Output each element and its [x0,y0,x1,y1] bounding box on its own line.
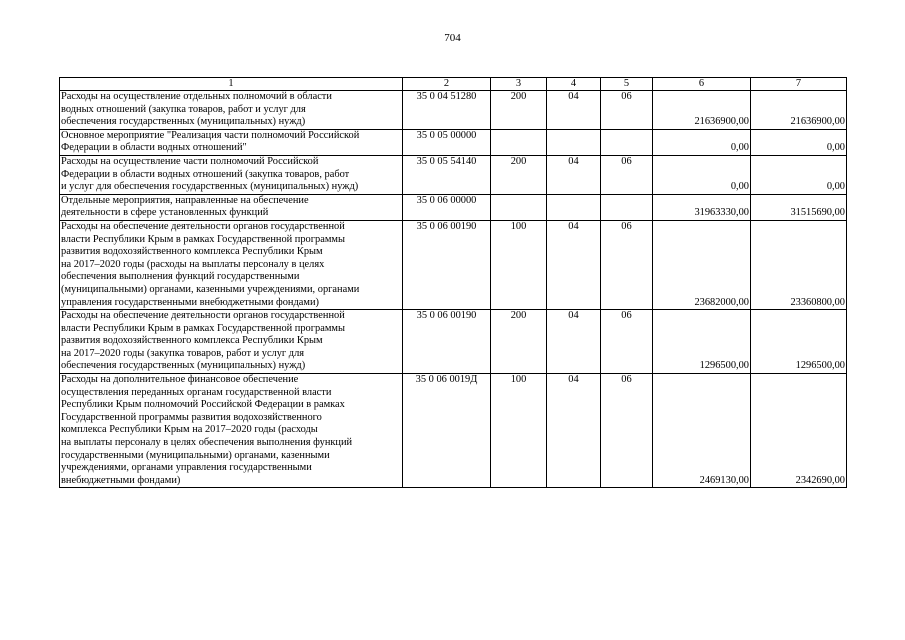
description-line: управления государственными внебюджетными фондами) [61,296,319,308]
description-line: власти Республики Крым в рамках Государственной программы [61,322,345,334]
amount-col-6: 21636900,00 [653,91,751,130]
budget-table [59,77,847,488]
amount-col-6: 0,00 [653,129,751,155]
target-article-code: 35 0 06 00000 [403,194,491,220]
page-number: 704 [444,32,461,44]
table-row [60,374,847,488]
amount-col-6: 1296500,00 [653,310,751,374]
section-code [547,129,601,155]
section-code: 04 [547,155,601,194]
description-line: Расходы на обеспечение деятельности органов государственной [61,310,345,322]
amount-col-6: 0,00 [653,155,751,194]
description-line: на 2017–2020 годы (расходы на выплаты персоналу в целях [61,258,325,270]
subsection-code [601,129,653,155]
target-article-code: 35 0 05 00000 [403,129,491,155]
description-line: обеспечения выполнения функций государственными [61,271,300,283]
section-code: 04 [547,374,601,488]
expense-type-code: 200 [491,155,547,194]
expense-description [60,129,403,155]
subsection-code: 06 [601,155,653,194]
table-row [60,220,847,309]
target-article-code: 35 0 04 51280 [403,91,491,130]
expense-type-code: 100 [491,220,547,309]
table-row [60,155,847,194]
description-line: Расходы на осуществление отдельных полномочий в области [61,91,332,102]
column-header: 7 [751,78,847,91]
amount-col-6: 31963330,00 [653,194,751,220]
amount-col-7: 0,00 [751,155,847,194]
description-line: Федерации в области водных отношений" [61,142,247,154]
description-line: Расходы на обеспечение деятельности органов государственной [61,220,345,232]
subsection-code: 06 [601,374,653,488]
description-line: на 2017–2020 годы (закупка товаров, работ и услуг для [61,347,305,359]
subsection-code [601,194,653,220]
description-line: Отдельные мероприятия, направленные на обеспечение [61,194,309,206]
amount-col-7: 0,00 [751,129,847,155]
description-line: Расходы на осуществление части полномочий Российской [61,155,319,167]
amount-col-7: 31515690,00 [751,194,847,220]
amount-col-6: 2469130,00 [653,374,751,488]
description-line: Основное мероприятие "Реализация части полномочий Российской [61,129,360,141]
description-line: Республики Крым полномочий Российской Федерации в рамках [61,399,345,411]
column-header: 4 [547,78,601,91]
section-code [547,194,601,220]
description-line: на выплаты персоналу в целях обеспечения выполнения функций [61,437,353,449]
description-line: Федерации в области водных отношений (закупка товаров, работ [61,168,350,180]
target-article-code: 35 0 06 00190 [403,220,491,309]
description-line: водных отношений (закупка товаров, работ и услуг для [61,103,306,115]
subsection-code: 06 [601,310,653,374]
expense-description [60,220,403,309]
column-header: 6 [653,78,751,91]
description-line: деятельности в сфере установленных функций [61,207,269,219]
subsection-code: 06 [601,220,653,309]
table-row [60,194,847,220]
subsection-code: 06 [601,91,653,130]
section-code: 04 [547,310,601,374]
description-line: учреждениями, органами управления государственными [61,462,312,474]
target-article-code: 35 0 05 54140 [403,155,491,194]
amount-col-7: 21636900,00 [751,91,847,130]
column-header: 1 [60,78,403,91]
expense-type-code [491,194,547,220]
table-row [60,310,847,374]
column-header: 3 [491,78,547,91]
expense-type-code: 200 [491,310,547,374]
description-line: государственными (муниципальными) органами, казенными [61,449,330,461]
description-line: развития водохозяйственного комплекса Республики Крым [61,335,323,347]
description-line: комплекса Республики Крым на 2017–2020 годы (расходы [61,424,318,436]
amount-col-6: 23682000,00 [653,220,751,309]
description-line: внебюджетными фондами) [61,474,181,486]
description-line: обеспечения государственных (муниципальных) нужд) [61,116,306,128]
description-line: Расходы на дополнительное финансовое обеспечение [61,374,299,386]
table-row [60,129,847,155]
column-header: 5 [601,78,653,91]
expense-type-code [491,129,547,155]
column-number-row [60,78,847,91]
target-article-code: 35 0 06 00190 [403,310,491,374]
description-line: обеспечения государственных (муниципальных) нужд) [61,360,306,372]
amount-col-7: 2342690,00 [751,374,847,488]
expense-type-code: 100 [491,374,547,488]
expense-description [60,155,403,194]
section-code: 04 [547,91,601,130]
table-row [60,91,847,130]
description-line: Государственной программы развития водохозяйственного [61,411,322,423]
expense-type-code: 200 [491,91,547,130]
amount-col-7: 1296500,00 [751,310,847,374]
target-article-code: 35 0 06 0019Д [403,374,491,488]
description-line: осуществления переданных органам государственной власти [61,386,332,398]
description-line: и услуг для обеспечения государственных (муниципальных) нужд) [61,181,359,193]
description-line: власти Республики Крым в рамках Государственной программы [61,233,345,245]
amount-col-7: 23360800,00 [751,220,847,309]
description-line: развития водохозяйственного комплекса Республики Крым [61,246,323,258]
column-header: 2 [403,78,491,91]
expense-description [60,310,403,374]
description-line: (муниципальными) органами, казенными учреждениями, органами [61,283,360,295]
section-code: 04 [547,220,601,309]
expense-description [60,91,403,130]
expense-description [60,194,403,220]
expense-description [60,374,403,488]
